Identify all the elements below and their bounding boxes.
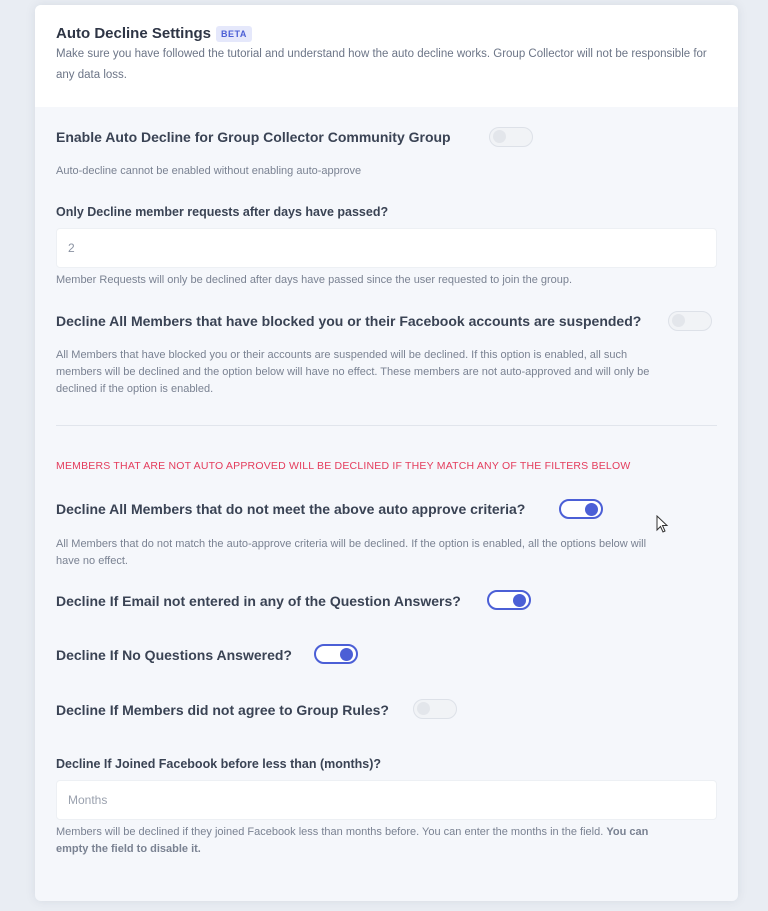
group-rules-label: Decline If Members did not agree to Group Rules?: [56, 702, 389, 718]
joined-facebook-help: [56, 824, 717, 858]
blocked-members-label: Decline All Members that have blocked you or their Facebook accounts are suspended?: [56, 313, 642, 329]
email-not-entered-label: Decline If Email not entered in any of the Question Answers?: [56, 593, 461, 609]
toggle-knob: [513, 594, 526, 607]
enable-auto-decline-toggle[interactable]: [489, 127, 533, 147]
email-not-entered-toggle[interactable]: [487, 590, 531, 610]
days-passed-label: Only Decline member requests after days have passed?: [56, 205, 389, 219]
mouse-cursor-icon: [656, 515, 670, 535]
toggle-knob: [585, 503, 598, 516]
joined-facebook-months-input[interactable]: [56, 780, 717, 820]
joined-facebook-help-bold-2: empty the field to disable it.: [56, 843, 201, 855]
toggle-knob: [340, 648, 353, 661]
not-meet-criteria-toggle[interactable]: [559, 499, 603, 519]
no-questions-toggle[interactable]: [314, 644, 358, 664]
joined-facebook-label: Decline If Joined Facebook before less than (months)?: [56, 757, 382, 771]
days-passed-input[interactable]: [56, 228, 717, 268]
enable-auto-decline-help: Auto-decline cannot be enabled without enabling auto-approve: [56, 165, 362, 177]
joined-facebook-help-bold-1: You can: [606, 826, 649, 838]
not-meet-criteria-help-2: have no effect.: [56, 555, 128, 567]
page-title: Auto Decline Settings: [56, 25, 212, 42]
enable-auto-decline-label: Enable Auto Decline for Group Collector Community Group: [56, 129, 451, 145]
title-row: [56, 25, 717, 42]
card-header: [35, 5, 738, 107]
not-meet-criteria-help-1: All Members that do not match the auto-approve criteria will be declined. If the option is enabled, all the options below will: [56, 538, 647, 550]
blocked-members-toggle[interactable]: [668, 311, 712, 331]
toggle-knob: [493, 130, 506, 143]
toggle-knob: [672, 314, 685, 327]
auto-decline-settings-card: [35, 5, 738, 901]
filters-warning: MEMBERS THAT ARE NOT AUTO APPROVED WILL BE DECLINED IF THEY MATCH ANY OF THE FILTERS BELOW: [56, 460, 631, 472]
no-questions-label: Decline If No Questions Answered?: [56, 647, 292, 663]
blocked-members-help-1: All Members that have blocked you or their accounts are suspended will be declined. If this option is enabled, all such: [56, 349, 628, 361]
days-passed-help: Member Requests will only be declined after days have passed since the user requested to join the group.: [56, 274, 573, 286]
beta-badge: BETA: [216, 26, 252, 42]
blocked-members-help-2: members will be declined and the option below will have no effect. These members are not auto-approved and will only be: [56, 366, 650, 378]
not-meet-criteria-label: Decline All Members that do not meet the above auto approve criteria?: [56, 501, 526, 517]
toggle-knob: [417, 702, 430, 715]
blocked-members-help-3: declined if the option is enabled.: [56, 383, 214, 395]
group-rules-toggle[interactable]: [413, 699, 457, 719]
header-subtitle: Make sure you have followed the tutorial and understand how the auto decline works. Group Collector will not be responsible for any data loss.: [56, 48, 707, 81]
joined-facebook-help-text: Members will be declined if they joined Facebook less than months before. You can enter the months in the field.: [56, 826, 604, 838]
section-divider: [56, 425, 717, 426]
